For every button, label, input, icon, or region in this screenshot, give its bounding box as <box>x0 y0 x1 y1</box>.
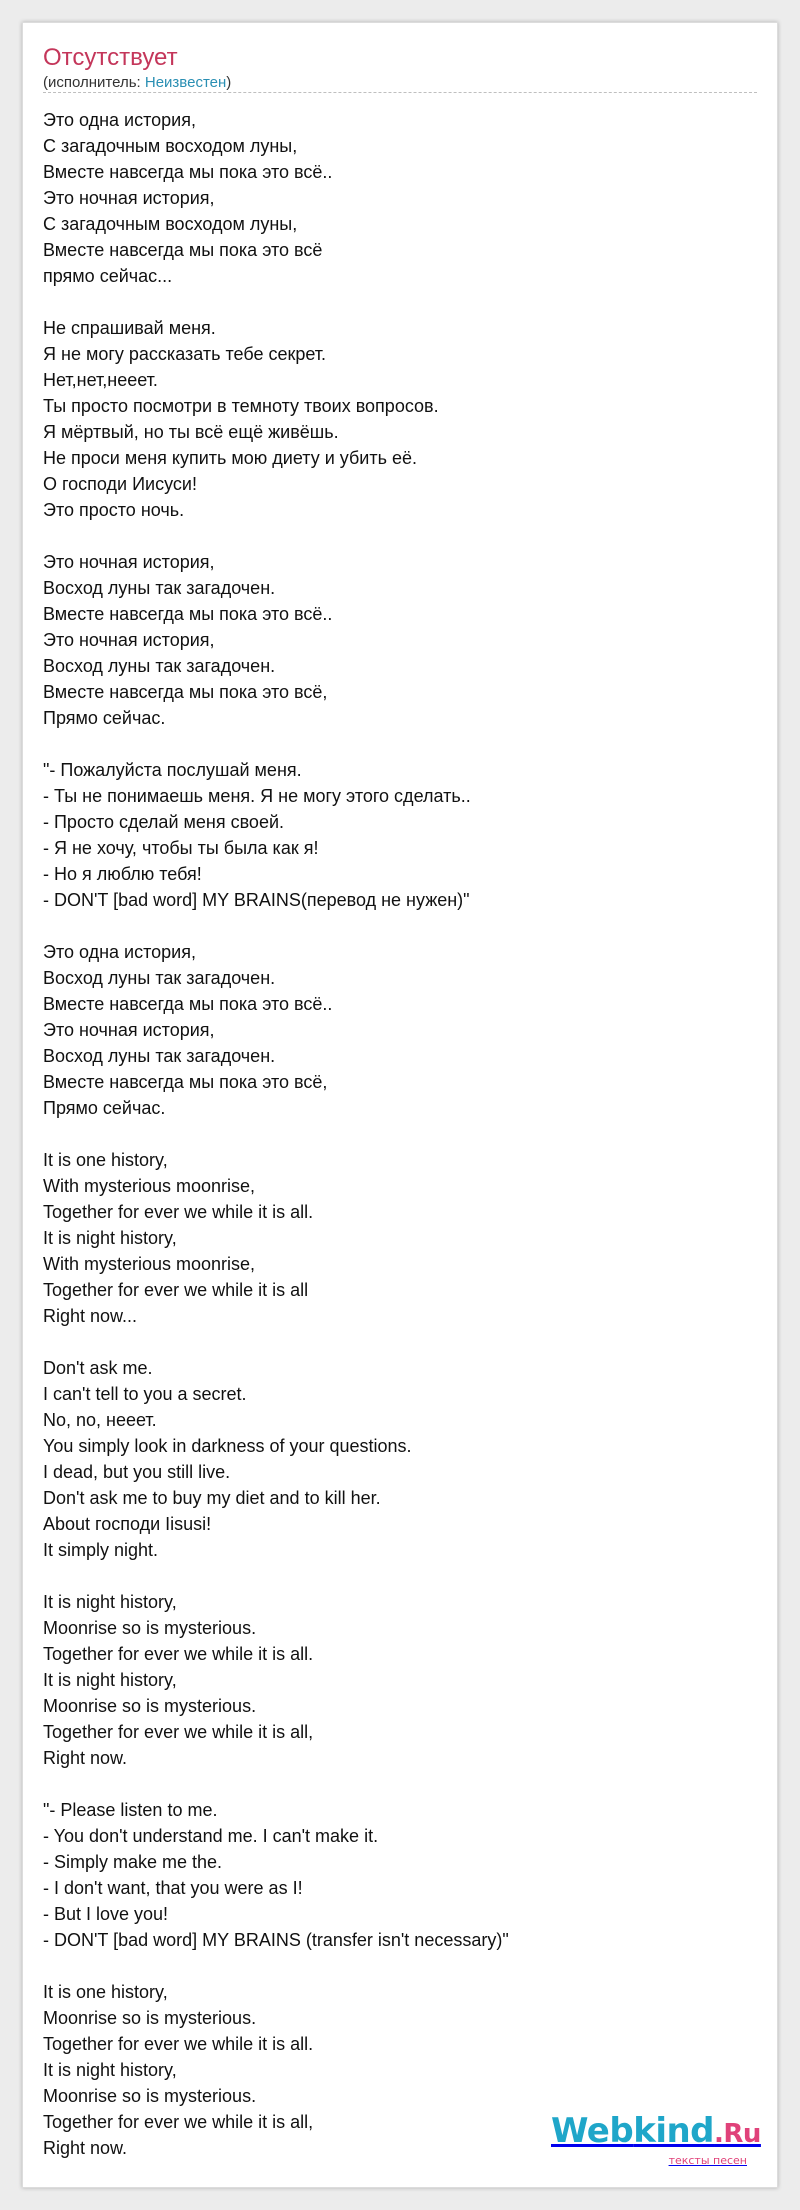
lyrics-line: - Simply make me the. <box>43 1852 223 1872</box>
lyrics-line: Together for ever we while it is all. <box>43 1202 314 1222</box>
lyrics-line: It is night history, <box>43 1228 177 1248</box>
lyrics-line: Moonrise so is mysterious. <box>43 1618 257 1638</box>
lyrics-text <box>43 107 743 2161</box>
lyrics-line: - DON'T [bad word] MY BRAINS (transfer isn't necessary)" <box>43 1930 509 1950</box>
lyrics-line: - Ты не понимаешь меня. Я не могу этого сделать.. <box>43 786 471 806</box>
lyrics-line: With mysterious moonrise, <box>43 1254 256 1274</box>
lyrics-line: It is one history, <box>43 1150 168 1170</box>
lyrics-line: Восход луны так загадочен. <box>43 656 276 676</box>
lyrics-line: Don't ask me. <box>43 1358 153 1378</box>
lyrics-line: I can't tell to you a secret. <box>43 1384 247 1404</box>
song-title: Отсутствует <box>43 44 178 71</box>
header-divider <box>43 92 757 93</box>
lyrics-line: Moonrise so is mysterious. <box>43 1696 257 1716</box>
lyrics-line: Восход луны так загадочен. <box>43 1046 276 1066</box>
lyrics-line: - Просто сделай меня своей. <box>43 812 285 832</box>
lyrics-line: Это ночная история, <box>43 552 215 572</box>
logo-wordmark <box>551 2111 761 2154</box>
lyrics-line: Moonrise so is mysterious. <box>43 2008 257 2028</box>
lyrics-line: Вместе навсегда мы пока это всё, <box>43 1072 328 1092</box>
lyrics-line: It simply night. <box>43 1540 159 1560</box>
lyrics-line: Это ночная история, <box>43 188 215 208</box>
lyrics-line: Я не могу рассказать тебе секрет. <box>43 344 327 364</box>
lyrics-line: You simply look in darkness of your questions. <box>43 1436 412 1456</box>
lyrics-line: Together for ever we while it is all <box>43 1280 309 1300</box>
lyrics-line: Я мёртвый, но ты всё ещё живёшь. <box>43 422 339 442</box>
lyrics-line: Together for ever we while it is all. <box>43 1644 314 1664</box>
logo-ru: .Ru <box>714 2119 761 2149</box>
lyrics-line: Together for ever we while it is all, <box>43 1722 314 1742</box>
lyrics-line: Вместе навсегда мы пока это всё.. <box>43 994 333 1014</box>
lyrics-line: - You don't understand me. I can't make it. <box>43 1826 379 1846</box>
lyrics-line: - I don't want, that you were as I! <box>43 1878 303 1898</box>
lyrics-line: Moonrise so is mysterious. <box>43 2086 257 2106</box>
lyrics-line: Это ночная история, <box>43 630 215 650</box>
lyrics-line: Вместе навсегда мы пока это всё.. <box>43 604 333 624</box>
artist-line <box>43 73 231 93</box>
lyrics-line: прямо сейчас... <box>43 266 173 286</box>
lyrics-card <box>22 22 778 2188</box>
lyrics-line: - DON'T [bad word] MY BRAINS(перевод не нужен)" <box>43 890 470 910</box>
lyrics-line: Right now... <box>43 1306 138 1326</box>
lyrics-line: Прямо сейчас. <box>43 1098 166 1118</box>
logo-tagline: тексты песен <box>668 2154 747 2167</box>
lyrics-line: Don't ask me to buy my diet and to kill her. <box>43 1488 381 1508</box>
logo-kind: kind <box>633 2111 715 2151</box>
artist-suffix: ) <box>226 74 232 91</box>
lyrics-line: It is night history, <box>43 1592 177 1612</box>
lyrics-line: No, no, нееет. <box>43 1410 157 1430</box>
lyrics-line: Нет,нет,нееет. <box>43 370 158 390</box>
lyrics-line: Прямо сейчас. <box>43 708 166 728</box>
lyrics-line: О господи Иисуси! <box>43 474 197 494</box>
lyrics-line: С загадочным восходом луны, <box>43 214 298 234</box>
webkind-logo[interactable] <box>551 2111 761 2167</box>
lyrics-line: Это одна история, <box>43 110 196 130</box>
artist-prefix: (исполнитель: <box>43 74 145 91</box>
lyrics-line: It is night history, <box>43 2060 177 2080</box>
lyrics-line: С загадочным восходом луны, <box>43 136 298 156</box>
lyrics-line: Right now. <box>43 2138 128 2158</box>
lyrics-line: Ты просто посмотри в темноту твоих вопросов. <box>43 396 439 416</box>
lyrics-line: - Я не хочу, чтобы ты была как я! <box>43 838 319 858</box>
lyrics-line: Это просто ночь. <box>43 500 185 520</box>
logo-web: Web <box>551 2111 634 2151</box>
lyrics-line: It is one history, <box>43 1982 168 2002</box>
lyrics-line: "- Пожалуйста послушай меня. <box>43 760 302 780</box>
lyrics-line: I dead, but you still live. <box>43 1462 231 1482</box>
artist-link[interactable]: Неизвестен <box>144 74 227 91</box>
lyrics-line: Вместе навсегда мы пока это всё <box>43 240 323 260</box>
lyrics-line: - Но я люблю тебя! <box>43 864 202 884</box>
lyrics-line: Восход луны так загадочен. <box>43 968 276 988</box>
lyrics-line: With mysterious moonrise, <box>43 1176 256 1196</box>
lyrics-line: Это одна история, <box>43 942 196 962</box>
lyrics-line: About господи Iisusi! <box>43 1514 212 1534</box>
lyrics-line: Together for ever we while it is all, <box>43 2112 314 2132</box>
lyrics-line: Восход луны так загадочен. <box>43 578 276 598</box>
lyrics-line: Right now. <box>43 1748 128 1768</box>
lyrics-line: Together for ever we while it is all. <box>43 2034 314 2054</box>
lyrics-line: Не проси меня купить мою диету и убить её. <box>43 448 417 468</box>
lyrics-line: It is night history, <box>43 1670 177 1690</box>
lyrics-line: "- Please listen to me. <box>43 1800 218 1820</box>
lyrics-line: Это ночная история, <box>43 1020 215 1040</box>
lyrics-line: - But I love you! <box>43 1904 169 1924</box>
lyrics-line: Вместе навсегда мы пока это всё, <box>43 682 328 702</box>
lyrics-line: Не спрашивай меня. <box>43 318 216 338</box>
lyrics-line: Вместе навсегда мы пока это всё.. <box>43 162 333 182</box>
